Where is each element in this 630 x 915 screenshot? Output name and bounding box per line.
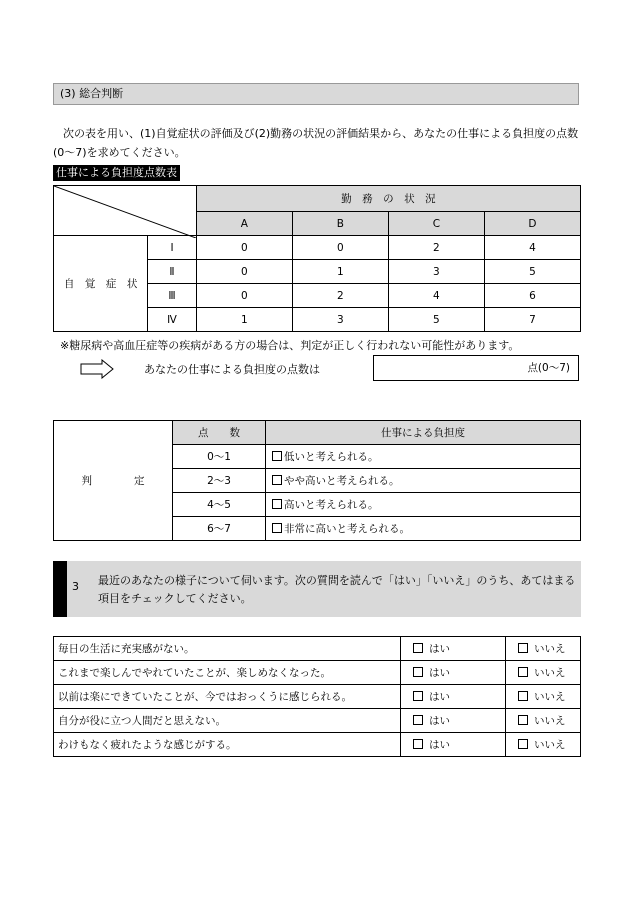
score-table (53, 185, 581, 332)
checkbox[interactable] (413, 667, 423, 677)
judgement-option-text: 高いと考えられる。 (284, 499, 379, 511)
checkbox[interactable] (272, 475, 282, 485)
no-option[interactable] (506, 637, 581, 661)
checkbox[interactable] (272, 523, 282, 533)
checkbox[interactable] (413, 739, 423, 749)
no-label: いいえ (534, 691, 566, 703)
row-label: Ⅳ (148, 308, 197, 332)
intro-text: 次の表を用い、(1)自覚症状の評価及び(2)勤務の状況の評価結果から、あなたの仕事による負担度の点数(0〜7)を求めてください。 (53, 127, 579, 159)
score-col-header: 点 数 (173, 421, 266, 445)
diagonal-line (54, 186, 196, 238)
yes-label: はい (429, 667, 450, 679)
checkbox[interactable] (518, 643, 528, 653)
score-cell: 1 (196, 308, 292, 332)
col-header: D (484, 212, 580, 236)
no-option[interactable] (506, 661, 581, 685)
no-label: いいえ (534, 667, 566, 679)
yes-label: はい (429, 715, 450, 727)
score-suffix: 点(0〜7) (527, 362, 570, 374)
score-cell: 0 (196, 284, 292, 308)
score-cell: 0 (292, 236, 388, 260)
judgement-label: 判 定 (54, 421, 173, 541)
question-text: 自分が役に立つ人間だと思えない。 (54, 709, 401, 733)
judgement-table (53, 420, 581, 541)
score-cell: 3 (388, 260, 484, 284)
no-label: いいえ (534, 643, 566, 655)
score-range: 0〜1 (173, 445, 266, 469)
work-status-header: 勤 務 の 状 況 (196, 186, 580, 212)
right-arrow-icon (80, 359, 114, 379)
no-option[interactable] (506, 733, 581, 757)
yes-option[interactable] (401, 661, 506, 685)
section3-number: 3 (72, 580, 79, 593)
row-label: Ⅲ (148, 284, 197, 308)
score-table-title: 仕事による負担度点数表 (53, 165, 180, 181)
question-text: 以前は楽にできていたことが、今ではおっくうに感じられる。 (54, 685, 401, 709)
checkbox[interactable] (518, 667, 528, 677)
col-header: B (292, 212, 388, 236)
no-label: いいえ (534, 739, 566, 751)
symptom-group-label: 自 覚 症 状 (54, 236, 148, 332)
checkbox[interactable] (518, 739, 528, 749)
checkbox[interactable] (272, 499, 282, 509)
score-cell: 0 (196, 236, 292, 260)
question-text: これまで楽しんでやれていたことが、楽しめなくなった。 (54, 661, 401, 685)
judgement-option-text: 低いと考えられる。 (284, 451, 379, 463)
judgement-option[interactable] (266, 469, 581, 493)
yes-label: はい (429, 691, 450, 703)
score-range: 4〜5 (173, 493, 266, 517)
checkbox[interactable] (518, 691, 528, 701)
score-input-field[interactable] (373, 355, 579, 381)
score-cell: 1 (292, 260, 388, 284)
judgement-option-text: やや高いと考えられる。 (284, 475, 400, 487)
yes-option[interactable] (401, 685, 506, 709)
burden-col-header: 仕事による負担度 (266, 421, 581, 445)
score-range: 2〜3 (173, 469, 266, 493)
diagonal-header-cell (54, 186, 197, 236)
row-label: Ⅰ (148, 236, 197, 260)
score-cell: 2 (292, 284, 388, 308)
section3-instructions: 最近のあなたの様子について伺います。次の質問を読んで「はい」「いいえ」のうち、あてはまる項目をチェックしてください。 (98, 574, 576, 605)
no-label: いいえ (534, 715, 566, 727)
disease-note: ※糖尿病や高血圧症等の疾病がある方の場合は、判定が正しく行われない可能性があります。 (60, 339, 520, 352)
score-cell: 5 (388, 308, 484, 332)
row-label: Ⅱ (148, 260, 197, 284)
yes-label: はい (429, 739, 450, 751)
judgement-option-text: 非常に高いと考えられる。 (284, 523, 410, 535)
checkbox[interactable] (518, 715, 528, 725)
score-cell: 2 (388, 236, 484, 260)
checkbox[interactable] (413, 691, 423, 701)
yes-option[interactable] (401, 709, 506, 733)
score-input-label: あなたの仕事による負担度の点数は (144, 363, 320, 376)
score-cell: 7 (484, 308, 580, 332)
yes-label: はい (429, 643, 450, 655)
score-cell: 3 (292, 308, 388, 332)
section-title: (3) 総合判断 (53, 83, 579, 105)
yes-option[interactable] (401, 733, 506, 757)
question-text: 毎日の生活に充実感がない。 (54, 637, 401, 661)
score-cell: 5 (484, 260, 580, 284)
questions-table (53, 636, 581, 757)
score-cell: 6 (484, 284, 580, 308)
judgement-option[interactable] (266, 493, 581, 517)
judgement-option[interactable] (266, 517, 581, 541)
score-cell: 4 (484, 236, 580, 260)
checkbox[interactable] (413, 643, 423, 653)
score-cell: 0 (196, 260, 292, 284)
no-option[interactable] (506, 709, 581, 733)
section3-bar (53, 561, 67, 617)
checkbox[interactable] (413, 715, 423, 725)
col-header: C (388, 212, 484, 236)
score-range: 6〜7 (173, 517, 266, 541)
checkbox[interactable] (272, 451, 282, 461)
score-cell: 4 (388, 284, 484, 308)
question-text: わけもなく疲れたような感じがする。 (54, 733, 401, 757)
yes-option[interactable] (401, 637, 506, 661)
judgement-option[interactable] (266, 445, 581, 469)
col-header: A (196, 212, 292, 236)
no-option[interactable] (506, 685, 581, 709)
